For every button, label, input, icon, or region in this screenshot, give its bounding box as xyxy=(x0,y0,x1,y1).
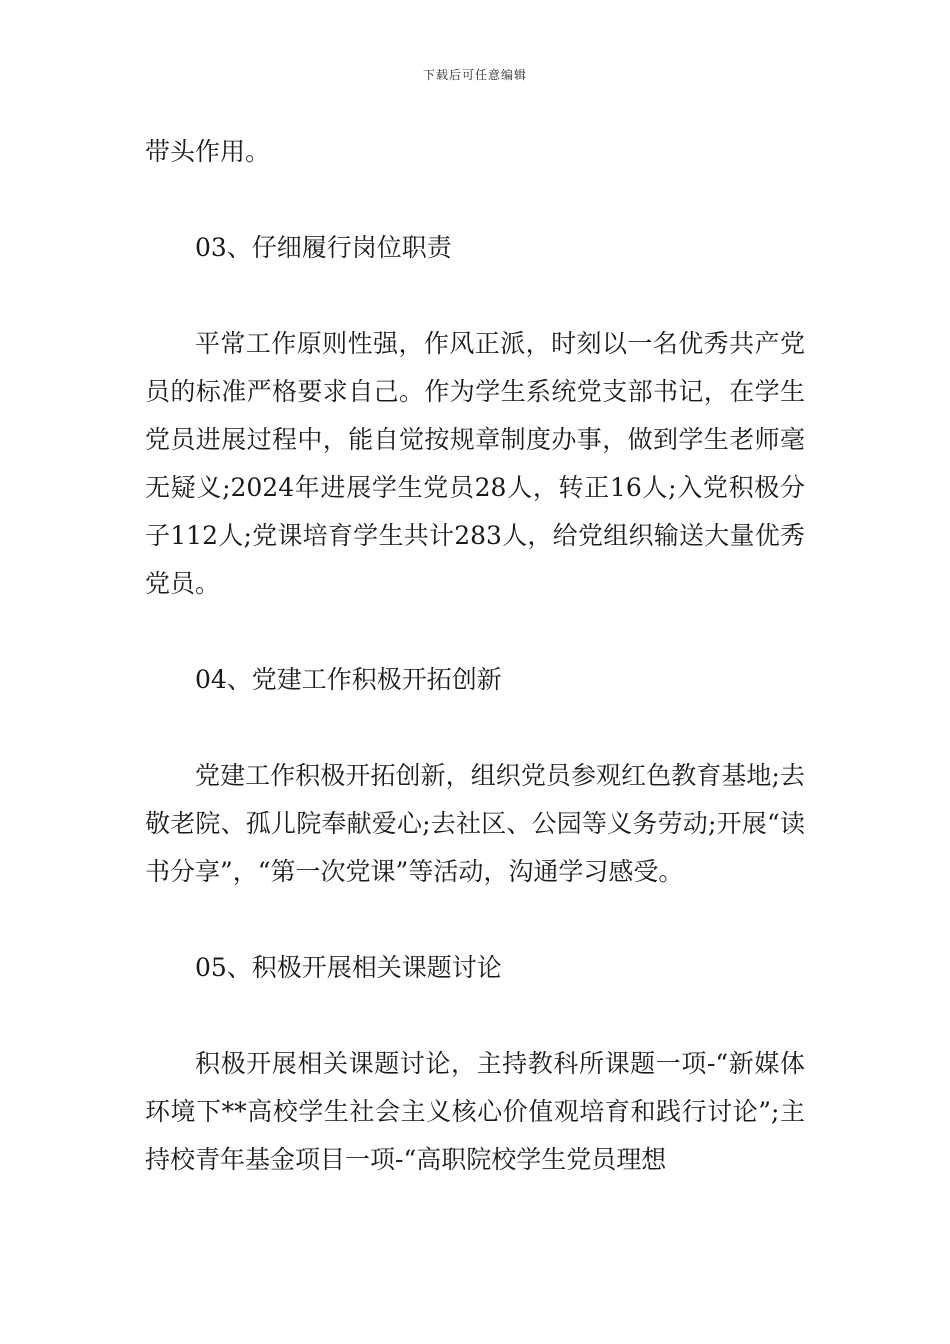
section-heading-04: 04、党建工作积极开拓创新 xyxy=(195,665,502,694)
paragraph-05: 积极开展相关课题讨论，主持教科所课题一项-“新媒体环境下**高校学生社会主义核心价值观培育和践行讨论”;主持校青年基金项目一项-“高职院校学生党员理想 xyxy=(145,1049,805,1174)
section-heading-03: 03、仔细履行岗位职责 xyxy=(195,233,452,262)
section-heading-05: 05、积极开展相关课题讨论 xyxy=(195,953,502,982)
document-body xyxy=(145,128,805,1184)
paragraph-continuation: 带头作用。 xyxy=(145,137,271,166)
paragraph-gap xyxy=(145,176,805,224)
paragraph-gap xyxy=(145,704,805,752)
paragraph-gap xyxy=(145,608,805,656)
paragraph-gap xyxy=(145,272,805,320)
paragraph-gap xyxy=(145,896,805,944)
paragraph-04: 党建工作积极开拓创新，组织党员参观红色教育基地;去敬老院、孤儿院奉献爱心;去社区、公园等义务劳动;开展“读书分享”，“第一次党课”等活动，沟通学习感受。 xyxy=(145,761,805,886)
paragraph-03: 平常工作原则性强，作风正派，时刻以一名优秀共产党员的标准严格要求自己。作为学生系统党支部书记，在学生党员进展过程中，能自觉按规章制度办事，做到学生老师毫无疑义;2024年进展学生党员28人，转正16人;入党积极分子112人;党课培育学生共计283人，给党组织输送大量优秀党员。 xyxy=(145,329,805,598)
paragraph-gap xyxy=(145,992,805,1040)
page-header: 下载后可任意编辑 xyxy=(422,68,527,82)
